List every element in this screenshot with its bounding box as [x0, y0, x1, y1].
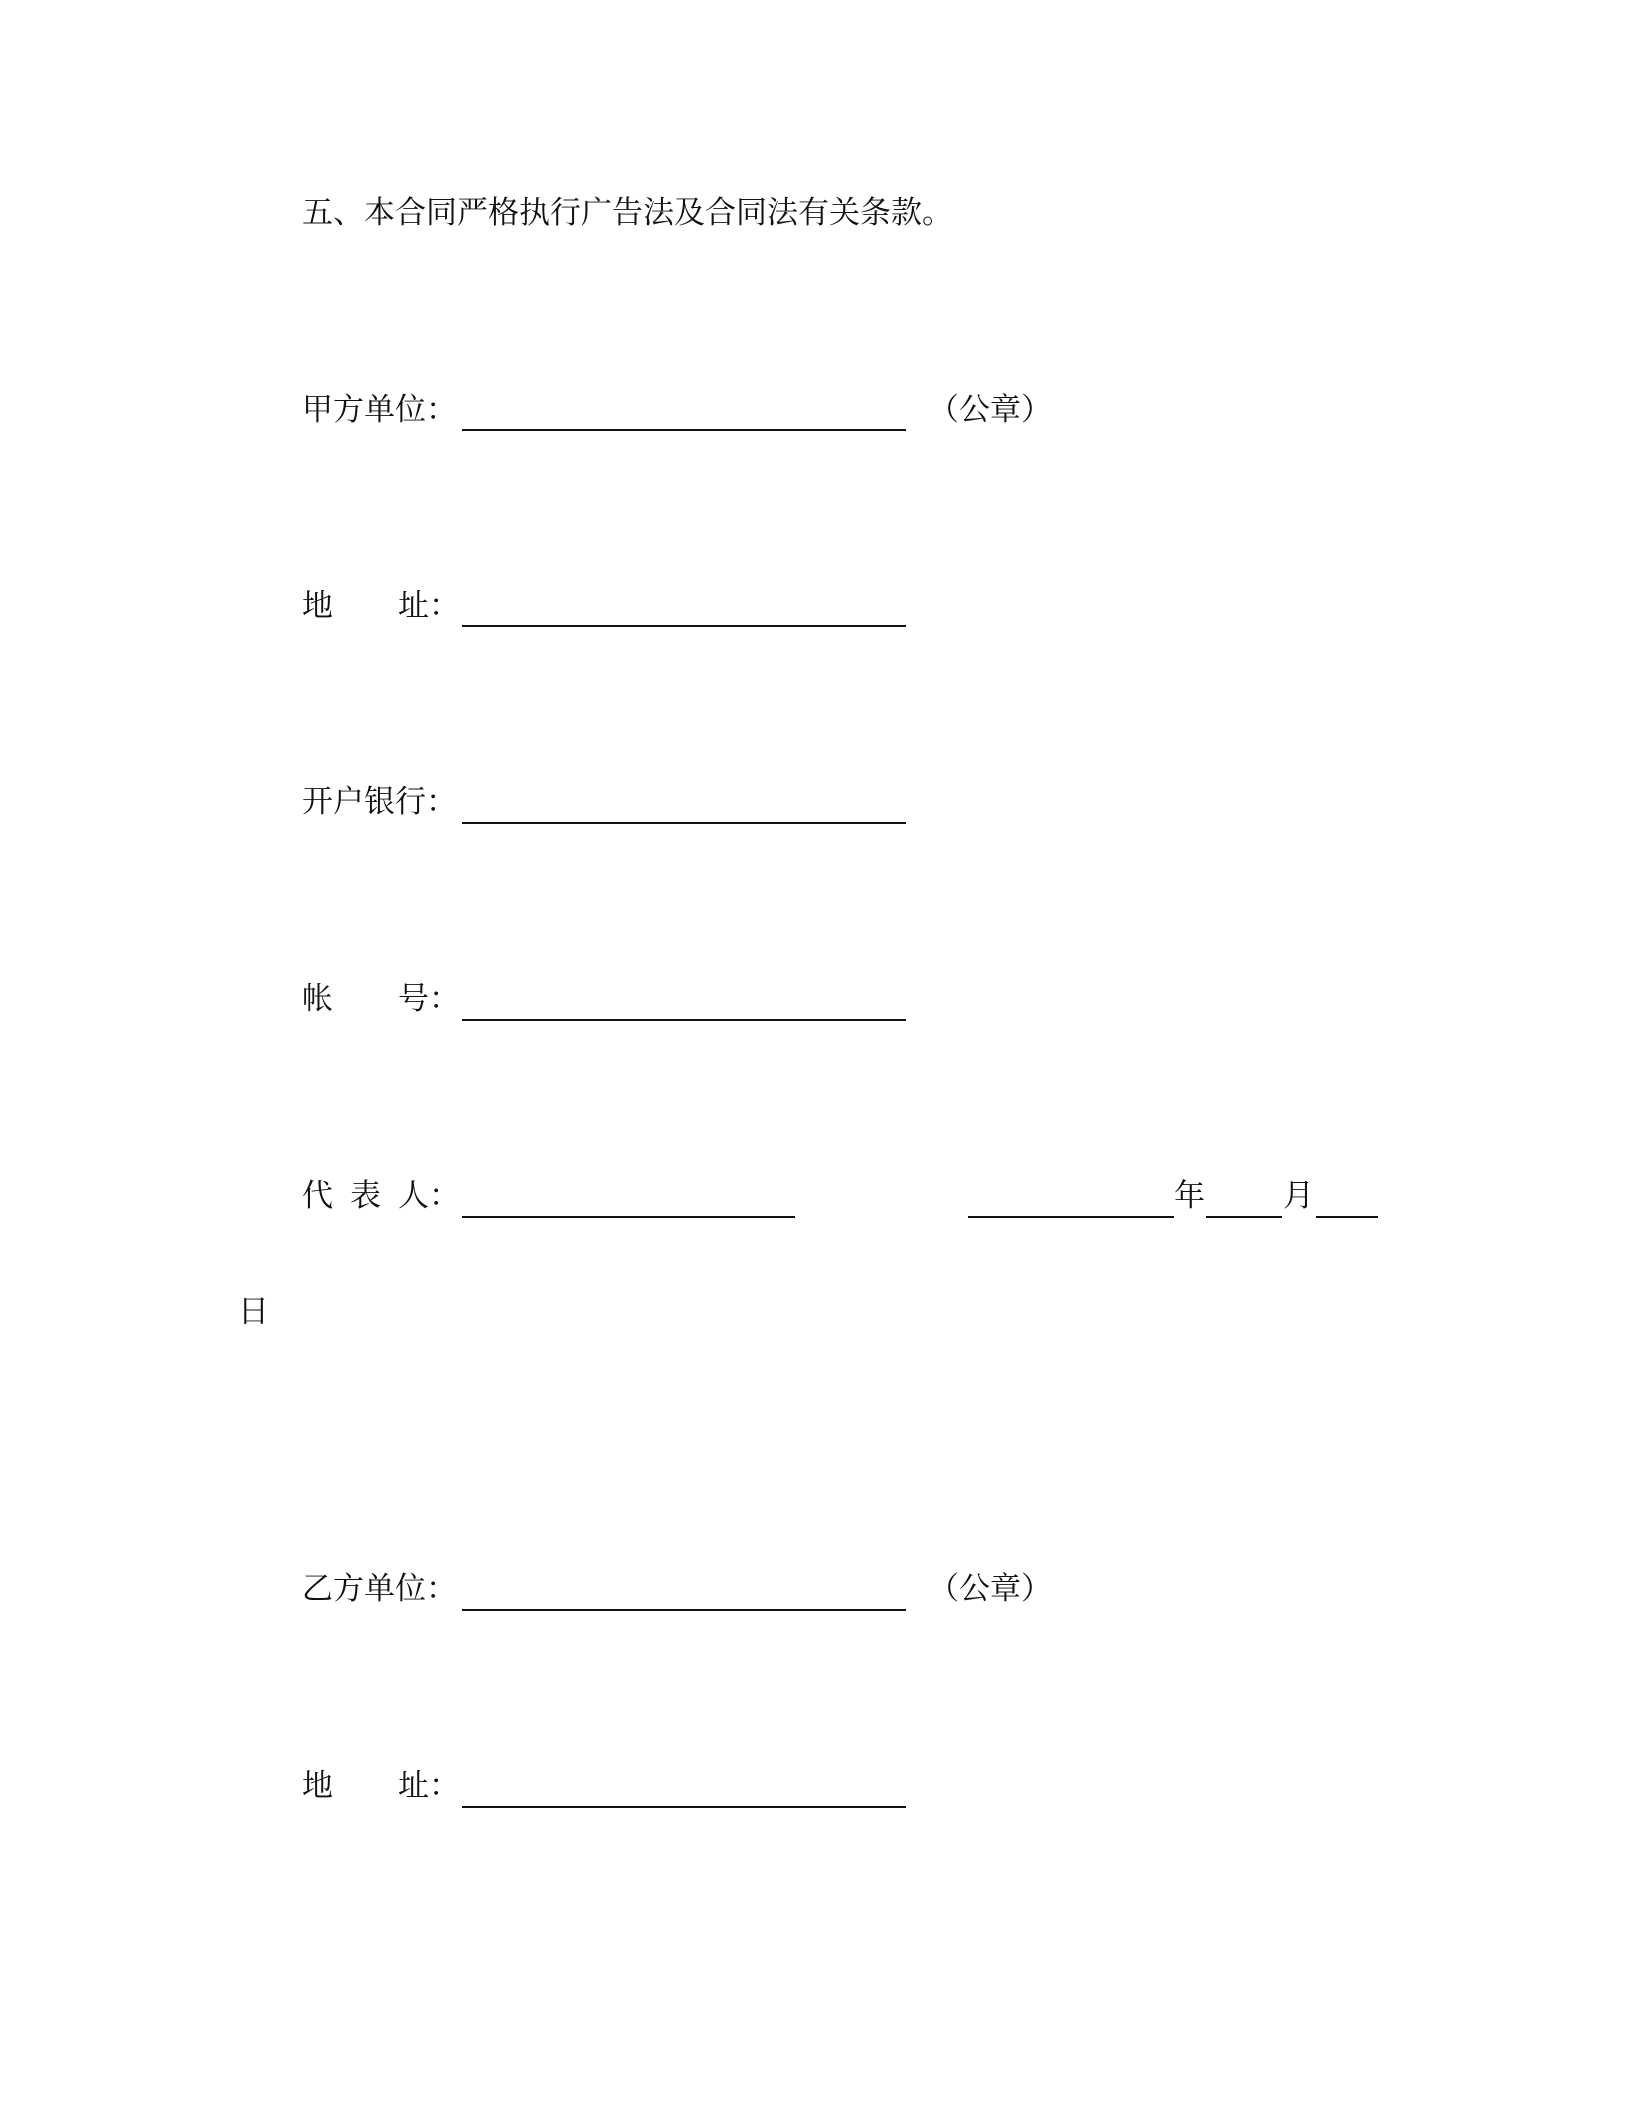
party-b-seal: （公章）	[928, 1571, 1052, 1607]
party-b-address-field[interactable]	[462, 1806, 906, 1808]
clause-text: 五、本合同严格执行广告法及合同法有关条款。	[302, 195, 953, 231]
address-char-1: 地	[302, 588, 333, 624]
party-a-date-day-field[interactable]	[1316, 1216, 1378, 1218]
party-a-rep-field[interactable]	[462, 1216, 795, 1218]
account-char-2: 号：	[398, 981, 460, 1017]
party-a-address-label	[302, 588, 460, 624]
rep-char-1: 代	[302, 1178, 333, 1214]
account-char-1: 帐	[302, 981, 333, 1017]
party-b-unit-field[interactable]	[462, 1609, 906, 1611]
address-char-2: 址：	[398, 588, 460, 624]
party-a-bank-label: 开户银行：	[302, 784, 457, 820]
party-b-unit-label: 乙方单位：	[302, 1571, 457, 1607]
rep-char-2: 表	[350, 1178, 381, 1214]
party-a-account-label	[302, 981, 460, 1017]
party-a-unit-field[interactable]	[462, 429, 906, 431]
party-a-account-field[interactable]	[462, 1019, 906, 1021]
party-a-date-year-label: 年	[1174, 1178, 1205, 1214]
party-b-address-label	[302, 1768, 460, 1804]
address-char-2: 址：	[398, 1768, 460, 1804]
party-a-date-year-field[interactable]	[968, 1216, 1174, 1218]
party-a-seal: （公章）	[928, 392, 1052, 428]
party-a-rep-label	[302, 1178, 460, 1214]
party-a-address-field[interactable]	[462, 625, 906, 627]
party-a-date-month-field[interactable]	[1206, 1216, 1282, 1218]
party-a-date-month-label: 月	[1283, 1178, 1314, 1214]
address-char-1: 地	[302, 1768, 333, 1804]
rep-char-3: 人：	[398, 1178, 460, 1214]
party-a-date-day-label: 日	[238, 1294, 269, 1330]
party-a-bank-field[interactable]	[462, 822, 906, 824]
party-a-unit-label: 甲方单位：	[302, 392, 457, 428]
